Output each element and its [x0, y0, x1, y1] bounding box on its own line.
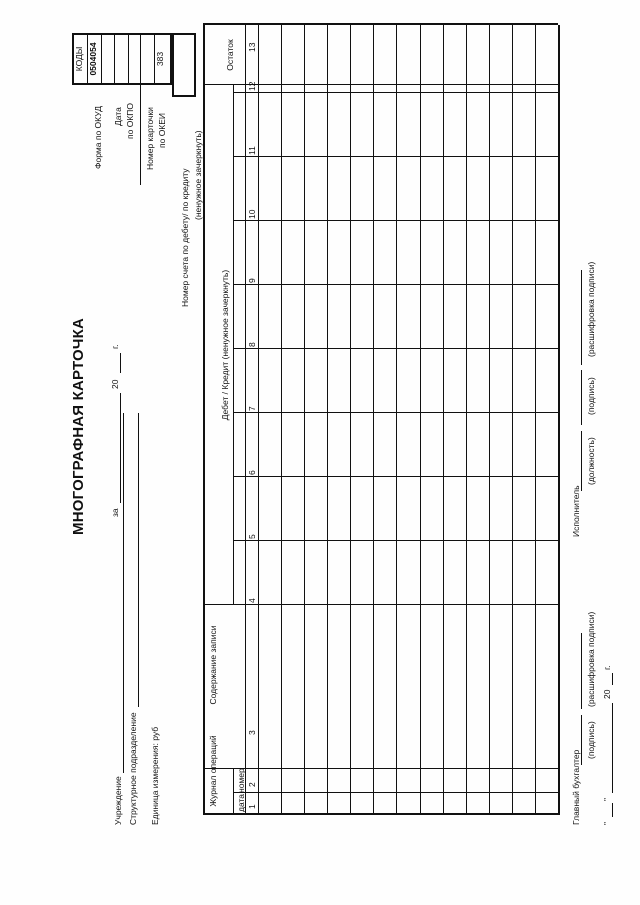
header-separator: [245, 25, 246, 815]
okei-label: по ОКЕИ: [157, 112, 167, 148]
col-num-8: 8: [247, 342, 257, 347]
row-line-7: [420, 25, 421, 815]
journal-header: Журнал операций: [208, 735, 218, 807]
col-num-6: 6: [247, 470, 257, 475]
content-header: Содержание записи: [208, 625, 218, 705]
journal-number-header: номер: [236, 768, 246, 793]
col-num-5: 5: [247, 534, 257, 539]
remainder-header: Остаток: [225, 39, 235, 71]
col-divider-2: [203, 768, 558, 769]
row-line-5: [373, 25, 374, 815]
table-right-border: [203, 23, 558, 25]
sign-date-year-suffix: г.: [602, 665, 612, 670]
col-num-13: 13: [247, 42, 257, 52]
row-line-12: [535, 25, 536, 815]
debit-header: Дебет / Кредит (ненужное зачеркнуть): [220, 269, 230, 421]
date-year-prefix: 20: [110, 379, 120, 389]
header-bottom-separator: [258, 25, 259, 815]
row-line-3: [327, 25, 328, 815]
row-line-10: [489, 25, 490, 815]
executor-decode-line: [581, 270, 582, 365]
okud-code: 0504054: [87, 35, 102, 83]
institution-label: Учреждение: [113, 776, 123, 825]
date-prefix: за: [110, 508, 120, 517]
col-num-7: 7: [247, 406, 257, 411]
row-line-11: [512, 25, 513, 815]
col-num-4: 4: [247, 598, 257, 603]
department-label: Структурное подразделение: [128, 712, 138, 825]
chief-accountant-label: Главный бухгалтер: [571, 749, 581, 825]
chief-signature-caption: (подпись): [586, 721, 596, 759]
codes-header: КОДЫ: [74, 46, 84, 72]
chief-signature-line: [581, 715, 582, 765]
executor-position-caption: (должность): [586, 437, 596, 485]
col-num-2: 2: [247, 782, 257, 787]
account-label: Номер счета по дебету/ по кредиту: [180, 168, 190, 307]
row-line-6: [396, 25, 397, 815]
sign-date-year-line: [612, 673, 613, 685]
row-line-2: [304, 25, 305, 815]
col-num-1: 1: [247, 804, 257, 809]
executor-signature-caption: (подпись): [586, 377, 596, 415]
chief-decode-caption: (расшифровка подписи): [586, 611, 596, 707]
okei-code: 383: [154, 35, 171, 83]
form-title: МНОГОГРАФНАЯ КАРТОЧКА: [70, 317, 87, 535]
col-num-3: 3: [247, 730, 257, 735]
table-left-border: [203, 813, 558, 815]
executor-decode-caption: (расшифровка подписи): [586, 261, 596, 357]
okud-label: Форма по ОКУД: [93, 106, 103, 169]
table-top-border: [203, 25, 205, 815]
col-num-11: 11: [247, 146, 257, 155]
row-line-8: [443, 25, 444, 815]
row-line-1: [281, 25, 282, 815]
unit-label: Единица измерения: руб: [150, 726, 160, 825]
sign-date-day-line: [612, 803, 613, 817]
executor-position-line: [581, 431, 582, 491]
row-line-9: [466, 25, 467, 815]
col-num-10: 10: [247, 209, 257, 219]
card-number-label: Номер карточки: [145, 107, 155, 170]
sign-date-quote-open: ": [602, 821, 612, 825]
okpo-label: по ОКПО: [125, 103, 135, 139]
date-year-suffix: г.: [110, 344, 120, 349]
sign-date-year-prefix: 20: [602, 689, 612, 699]
col-num-9: 9: [247, 278, 257, 283]
col-num-12: 12: [247, 81, 257, 91]
chief-decode-line: [581, 633, 582, 709]
executor-label: Исполнитель: [571, 485, 581, 537]
journal-date-header: дата: [236, 793, 246, 813]
table-bottom-border: [558, 25, 560, 815]
row-line-4: [350, 25, 351, 815]
debit-sub-separator: [233, 85, 234, 605]
executor-signature-line: [581, 370, 582, 425]
sign-date-month-line: [612, 703, 613, 793]
col-divider-3: [203, 604, 558, 605]
account-note: (ненужное зачеркнуть): [193, 130, 203, 220]
date-label: Дата: [113, 107, 123, 126]
sign-date-quote-close: ": [602, 797, 612, 801]
